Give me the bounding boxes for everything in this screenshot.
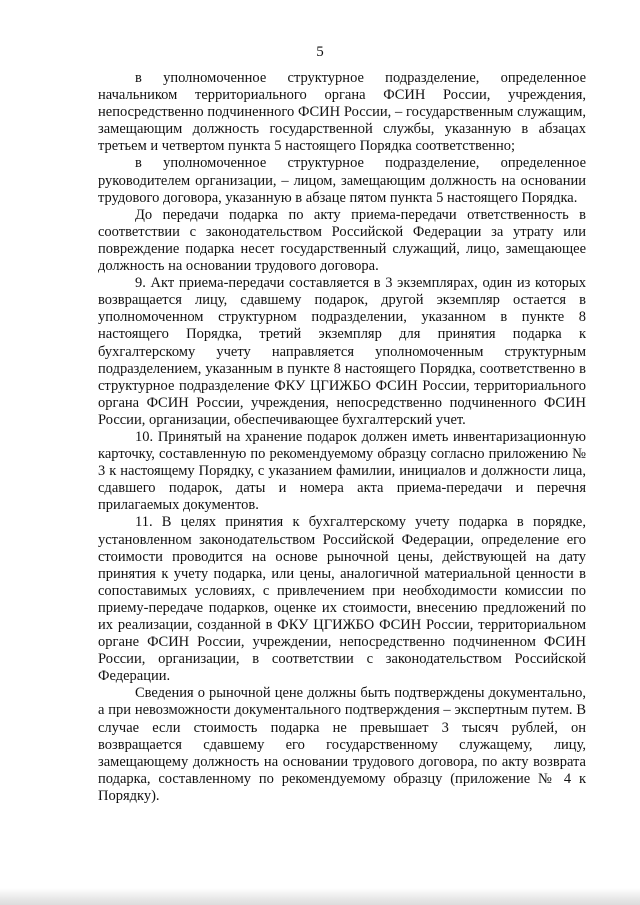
paragraph: До передачи подарка по акту приема-передачи ответственность в соответствии с законодательством Российской Федерации за утрату или повреждение подарка несет государственный служащий, лицо, замещающее должность на основании трудового договора. <box>98 206 586 275</box>
paragraph: в уполномоченное структурное подразделение, определенное руководителем организации, – лицом, замещающим должность на основании трудового договора, указанную в абзаце пятом пункта 5 настоящего Порядка. <box>98 155 586 206</box>
page-number: 5 <box>316 44 324 60</box>
paragraph: 9. Акт приема-передачи составляется в 3 экземплярах, один из которых возвращается лицу, сдавшему подарок, другой экземпляр остается в уполномоченном структурном подразделении, указанном в пункте 8 настоящего Порядка, третий экземпляр для принятия подарка к бухгалтерскому учету направляется уполномоченным структурным подразделением, указанным в пункте 8 настоящего Порядка, соответственно в структурное подразделение ФКУ ЦГИЖБО ФСИН России, территориального органа ФСИН России, учреждения, непосредственно подчиненного ФСИН России, организации, обеспечивающее бухгалтерский учет. <box>98 275 586 428</box>
paragraph: Сведения о рыночной цене должны быть подтверждены документально, а при невозможности документального подтверждения – экспертным путем. В случае если стоимость подарка не превышает 3 тысяч рублей, он возвращается сдавшему его государственному служащему, лицу, замещающему должность на основании трудового договора, по акту возврата подарка, составленному по рекомендуемому образцу (приложение № 4 к Порядку). <box>98 685 586 804</box>
paragraph: 11. В целях принятия к бухгалтерскому учету подарка в порядке, установленном законодательством Российской Федерации, определение его стоимости проводится на основе рыночной цены, действующей на дату принятия к учету подарка, или цены, аналогичной материальной ценности в сопоставимых условиях, с привлечением при необходимости комиссии по приему-передаче подарков, оценке их стоимости, внесению предложений по их реализации, созданной в ФКУ ЦГИЖБО ФСИН России, территориальном органе ФСИН России, учреждении, непосредственно подчиненном ФСИН России, организации, в соответствии с законодательством Российской Федерации. <box>98 514 586 685</box>
document-body <box>98 70 586 805</box>
scan-bottom-edge <box>0 888 640 905</box>
paragraph: 10. Принятый на хранение подарок должен иметь инвентаризационную карточку, составленную по рекомендуемому образцу согласно приложению № 3 к настоящему Порядку, с указанием фамилии, инициалов и должности лица, сдавшего подарок, даты и номера акта приема-передачи и перечня прилагаемых документов. <box>98 428 586 514</box>
paragraph: в уполномоченное структурное подразделение, определенное начальником территориального органа ФСИН России, учреждения, непосредственно подчиненного ФСИН России, – государственным служащим, замещающим должность государственной службы, указанную в абзацах третьем и четвертом пункта 5 настоящего Порядка соответственно; <box>98 70 586 155</box>
